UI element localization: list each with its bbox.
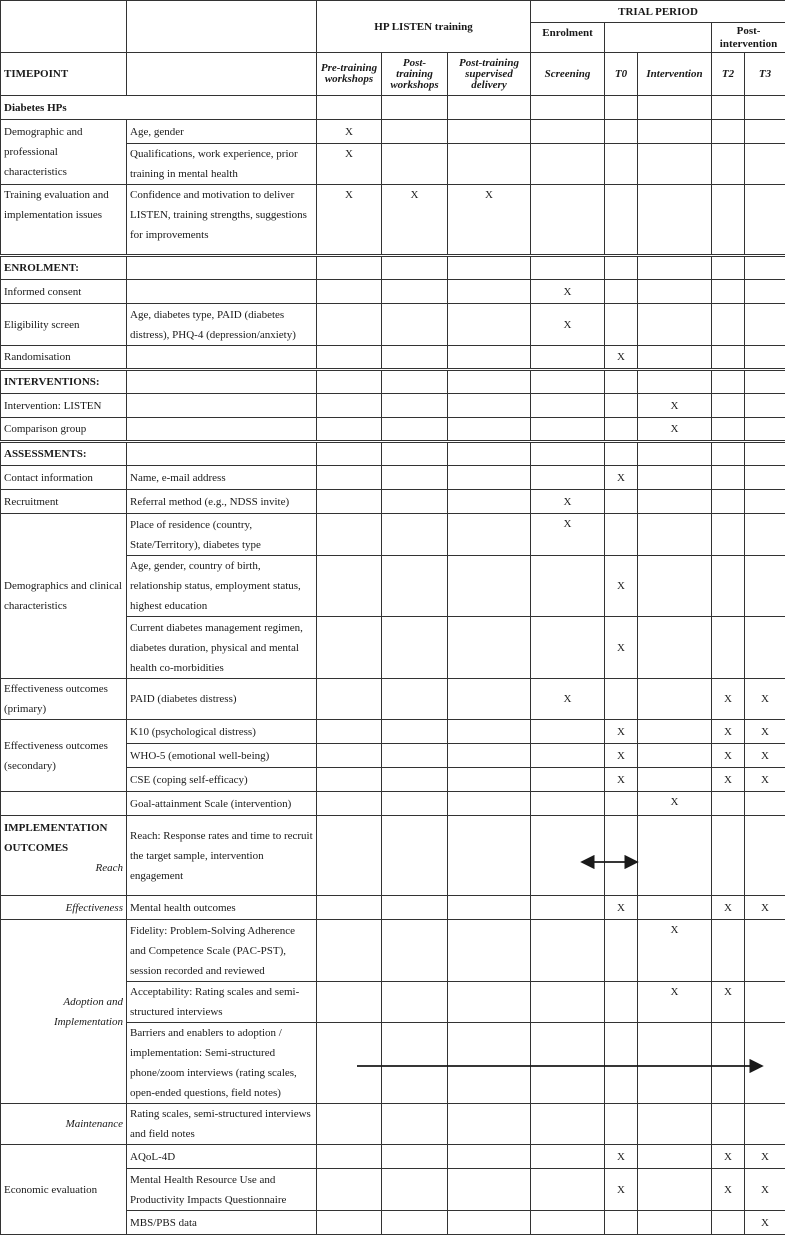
mark: X [531,514,605,556]
col-t3: T3 [745,53,785,96]
mark: X [605,744,638,768]
row-label-maintenance: Maintenance [1,1104,127,1145]
col-t0: T0 [605,53,638,96]
col-post-training: Post-training workshops [382,53,448,96]
row-desc: WHO-5 (emotional well-being) [127,744,317,768]
section-row [1,96,785,120]
mark: X [712,896,745,920]
mark: X [605,896,638,920]
row-desc: Age, diabetes type, PAID (diabetes distress), PHQ-4 (depression/anxiety) [127,304,317,346]
mark: X [745,720,785,744]
mark: X [605,1169,638,1211]
row-label-reach: Reach [95,862,123,874]
table-row [1,120,785,144]
mark: X [531,304,605,346]
mark: X [712,679,745,720]
mark: X [605,466,638,490]
row-desc: Mental health outcomes [127,896,317,920]
row-label-demo-clinical: Demographics and clinical characteristics [1,514,127,679]
mark: X [745,768,785,792]
mark: X [317,120,382,144]
row-label-effectiveness: Effectiveness [1,896,127,920]
post-intervention-header: Post-intervention [712,23,785,53]
mark: X [712,1145,745,1169]
row-label-demo-prof: Demographic and professional characteristics [1,120,127,185]
table-row [1,394,785,418]
table-row [1,280,785,304]
mark: X [605,617,638,679]
row-label: Contact information [1,466,127,490]
mark: X [448,185,531,256]
mark: X [712,744,745,768]
row-label: Effectiveness outcomes (primary) [1,679,127,720]
mark: X [712,720,745,744]
section-enrolment: ENROLMENT: [1,256,127,280]
section-assessments: ASSESSMENTS: [1,442,127,466]
table-row [1,418,785,442]
mark: X [745,744,785,768]
row-desc: Acceptability: Rating scales and semi-structured interviews [127,982,317,1023]
table-row [1,185,785,256]
table-row [1,1104,785,1145]
row-desc: K10 (psychological distress) [127,720,317,744]
table-row [1,304,785,346]
row-label: Intervention: LISTEN [1,394,127,418]
mark: X [382,185,448,256]
row-desc: Goal-attainment Scale (intervention) [127,792,317,816]
row-label-eff-secondary: Effectiveness outcomes (secondary) [1,720,127,792]
row-desc: Rating scales, semi-structured interviews and field notes [127,1104,317,1145]
table-row [1,466,785,490]
mark: X [605,346,638,370]
mark: X [745,1145,785,1169]
row-desc: Age, gender, country of birth, relationship status, employment status, highest education [127,556,317,617]
mark: X [638,920,712,982]
mark: X [605,720,638,744]
row-desc: Fidelity: Problem-Solving Adherence and Competence Scale (PAC-PST), session recorded and reviewed [127,920,317,982]
enrolment-header: Enrolment [531,23,605,53]
row-desc: Name, e-mail address [127,466,317,490]
mark: X [531,490,605,514]
section-row [1,370,785,394]
row-label: Randomisation [1,346,127,370]
mark: X [317,144,382,185]
col-pre-training: Pre-training workshops [317,53,382,96]
implementation-outcomes-cell [1,816,127,896]
mark: X [745,679,785,720]
row-desc: AQoL-4D [127,1145,317,1169]
row-desc: Current diabetes management regimen, diabetes duration, physical and mental health co-morbidities [127,617,317,679]
row-label-economic: Economic evaluation [1,1145,127,1235]
row-desc: Mental Health Resource Use and Productivity Impacts Questionnaire [127,1169,317,1211]
header-blank-2 [127,1,317,53]
table-row [1,720,785,744]
section-diabetes-hps: Diabetes HPs [1,96,317,120]
mark: X [745,896,785,920]
table-row [1,792,785,816]
table-row [1,1145,785,1169]
table-row [1,490,785,514]
row-desc: PAID (diabetes distress) [127,679,317,720]
row-desc: Reach: Response rates and time to recruit the target sample, intervention engagement [127,816,317,896]
mark: X [638,982,712,1023]
row-desc: Age, gender [127,120,317,144]
table-row [1,896,785,920]
mark: X [638,792,712,816]
section-implementation-outcomes: IMPLEMENTATION OUTCOMES [4,822,108,854]
section-row [1,256,785,280]
row-label-adoption: Adoption and Implementation [1,920,127,1104]
mark: X [317,185,382,256]
section-interventions: INTERVENTIONS: [1,370,127,394]
trial-period-header: TRIAL PERIOD [531,1,785,23]
mark: X [712,768,745,792]
mark: X [745,1211,785,1235]
row-desc: Confidence and motivation to deliver LISTEN, training strengths, suggestions for improvements [127,185,317,256]
mark: X [638,418,712,442]
table-row [1,514,785,556]
row-desc: Barriers and enablers to adoption / implementation: Semi-structured phone/zoom interviews (rating scales, open-ended questions, field notes) [127,1023,317,1104]
hp-listen-training-header: HP LISTEN training [317,1,531,53]
mark: X [638,394,712,418]
row-desc: Referral method (e.g., NDSS invite) [127,490,317,514]
col-t2: T2 [712,53,745,96]
row-label: Comparison group [1,418,127,442]
row-desc: CSE (coping self-efficacy) [127,768,317,792]
row-label: Eligibility screen [1,304,127,346]
table-row [1,679,785,720]
timepoint-blank [127,53,317,96]
table-row [1,346,785,370]
row-desc: Place of residence (country, State/Territory), diabetes type [127,514,317,556]
mark: X [531,280,605,304]
row-label-training-eval: Training evaluation and implementation issues [1,185,127,256]
col-intervention: Intervention [638,53,712,96]
row-label: Informed consent [1,280,127,304]
row-desc: MBS/PBS data [127,1211,317,1235]
col-screening: Screening [531,53,605,96]
table-row [1,816,785,896]
mark: X [712,982,745,1023]
timepoint-label: TIMEPOINT [1,53,127,96]
header-blank-3 [605,23,712,53]
table-row [1,920,785,982]
mark: X [605,768,638,792]
header-blank-1 [1,1,127,53]
mark: X [605,556,638,617]
timepoint-row [1,53,785,96]
row-desc: Qualifications, work experience, prior training in mental health [127,144,317,185]
col-post-training-supervised: Post-training supervised delivery [448,53,531,96]
header-row-1 [1,1,785,23]
mark: X [605,1145,638,1169]
row-label: Recruitment [1,490,127,514]
mark: X [745,1169,785,1211]
mark: X [712,1169,745,1211]
mark: X [531,679,605,720]
section-row [1,442,785,466]
